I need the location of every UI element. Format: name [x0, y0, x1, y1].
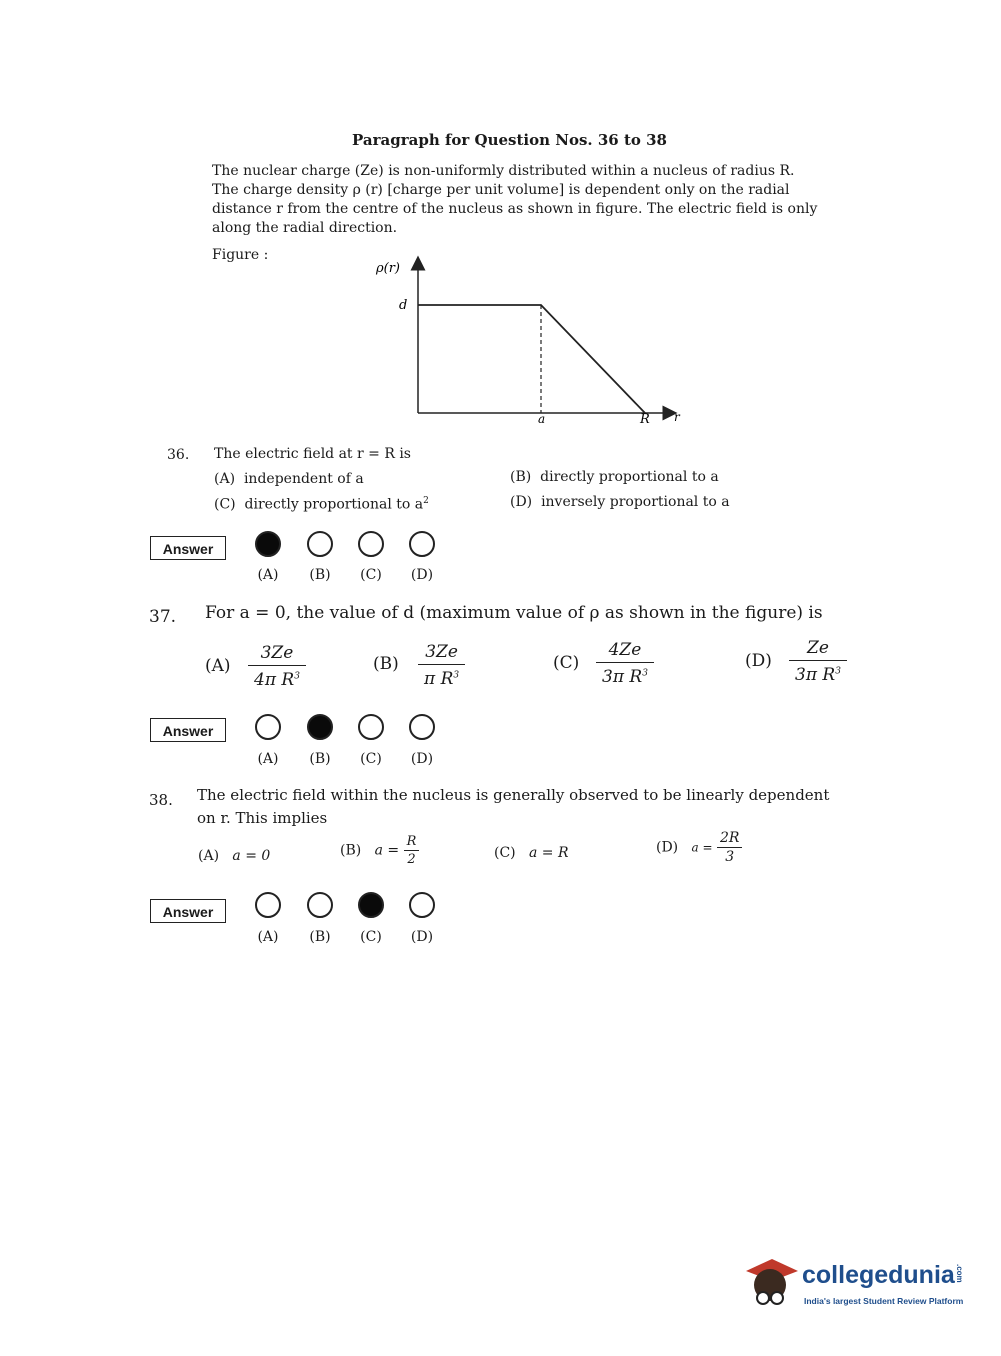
- q38-bubble-b[interactable]: [307, 892, 333, 918]
- q38-option-b: (B) a = $\frac{R}{2}$: [340, 834, 419, 867]
- q36-option-c: (C) directly proportional to $a^2$: [214, 496, 429, 513]
- y-tick-d: d: [399, 298, 408, 313]
- mascot-icon: [742, 1253, 800, 1311]
- q37-bubble-d[interactable]: [409, 714, 435, 740]
- q38-bubble-label-d: (D): [410, 929, 434, 945]
- density-curve: [418, 305, 645, 413]
- logo-wordmark: collegedunia.com: [802, 1261, 964, 1289]
- q36-bubble-label-c: (C): [360, 567, 382, 583]
- y-axis-label: ρ(r): [376, 261, 401, 276]
- passage-line-4: along the radial direction.: [212, 220, 398, 236]
- charge-density-graph: [360, 255, 700, 435]
- q36-answer-label: Answer: [150, 536, 226, 560]
- q37-bubble-label-d: (D): [410, 751, 434, 767]
- q36-bubble-label-a: (A): [257, 567, 279, 583]
- q38-stem-line-2: on r. This implies: [197, 809, 328, 827]
- q37-bubble-c[interactable]: [358, 714, 384, 740]
- q38-bubble-a[interactable]: [255, 892, 281, 918]
- q38-bubble-label-c: (C): [360, 929, 382, 945]
- q36-bubble-c[interactable]: [358, 531, 384, 557]
- passage-line-1: The nuclear charge (Ze) is non-uniformly distributed within a nucleus of radius R.: [212, 163, 795, 179]
- passage-line-2: The charge density ρ (r) [charge per unit volume] is dependent only on the radial: [212, 182, 790, 198]
- q37-option-c-label: (C): [553, 653, 580, 673]
- q38-bubble-label-b: (B): [309, 929, 331, 945]
- passage: [212, 162, 852, 238]
- q38-bubble-label-a: (A): [257, 929, 279, 945]
- q37-bubble-b[interactable]: [307, 714, 333, 740]
- q37-option-a: $\frac{3Ze}{4\pi R^3}$: [248, 643, 306, 690]
- q38-number: 38.: [149, 791, 173, 809]
- q37-answer-label: Answer: [150, 718, 226, 742]
- q37-option-b: $\frac{3Ze}{\pi R^3}$: [418, 642, 465, 689]
- figure-label: Figure :: [212, 247, 269, 263]
- section-heading: Paragraph for Question Nos. 36 to 38: [352, 131, 667, 149]
- x-axis-label: r: [674, 410, 680, 424]
- q37-option-c: $\frac{4Ze}{3\pi R^3}$: [596, 640, 654, 687]
- q38-option-c: (C) a = R: [494, 845, 569, 861]
- q37-bubble-a[interactable]: [255, 714, 281, 740]
- q38-option-a: (A) a = 0: [198, 848, 271, 864]
- q37-option-b-label: (B): [373, 654, 399, 674]
- q38-stem-line-1: The electric field within the nucleus is generally observed to be linearly dependent: [197, 786, 830, 804]
- q36-number: 36.: [167, 447, 190, 463]
- passage-line-3: distance r from the centre of the nucleus as shown in figure. The electric field is only: [212, 201, 818, 217]
- x-tick-R: R: [640, 412, 650, 427]
- q36-bubble-d[interactable]: [409, 531, 435, 557]
- q36-option-b: (B) directly proportional to a: [510, 469, 719, 485]
- q37-option-d: $\frac{Ze}{3\pi R^3}$: [789, 638, 847, 685]
- q36-stem: The electric field at r = R is: [214, 446, 411, 462]
- q37-stem: For a = 0, the value of d (maximum value of ρ as shown in the figure) is: [205, 603, 823, 623]
- logo-tagline: India's largest Student Review Platform: [804, 1296, 964, 1306]
- q36-option-d: (D) inversely proportional to a: [510, 494, 730, 510]
- q36-bubble-a[interactable]: [255, 531, 281, 557]
- collegedunia-logo[interactable]: [742, 1253, 972, 1313]
- q38-bubble-d[interactable]: [409, 892, 435, 918]
- q36-bubble-label-d: (D): [410, 567, 434, 583]
- q37-bubble-label-c: (C): [360, 751, 382, 767]
- q37-bubble-label-b: (B): [309, 751, 331, 767]
- q36-bubble-label-b: (B): [309, 567, 331, 583]
- q36-option-a: (A) independent of a: [214, 471, 364, 487]
- q37-number: 37.: [149, 607, 177, 627]
- q37-option-d-label: (D): [745, 651, 772, 671]
- q37-option-a-label: (A): [205, 656, 231, 676]
- q37-bubble-label-a: (A): [257, 751, 279, 767]
- q38-option-d: (D) a = $\frac{2R}{3}$: [656, 830, 742, 865]
- q38-answer-label: Answer: [150, 899, 226, 923]
- x-tick-a: a: [538, 412, 546, 426]
- q36-bubble-b[interactable]: [307, 531, 333, 557]
- q38-bubble-c[interactable]: [358, 892, 384, 918]
